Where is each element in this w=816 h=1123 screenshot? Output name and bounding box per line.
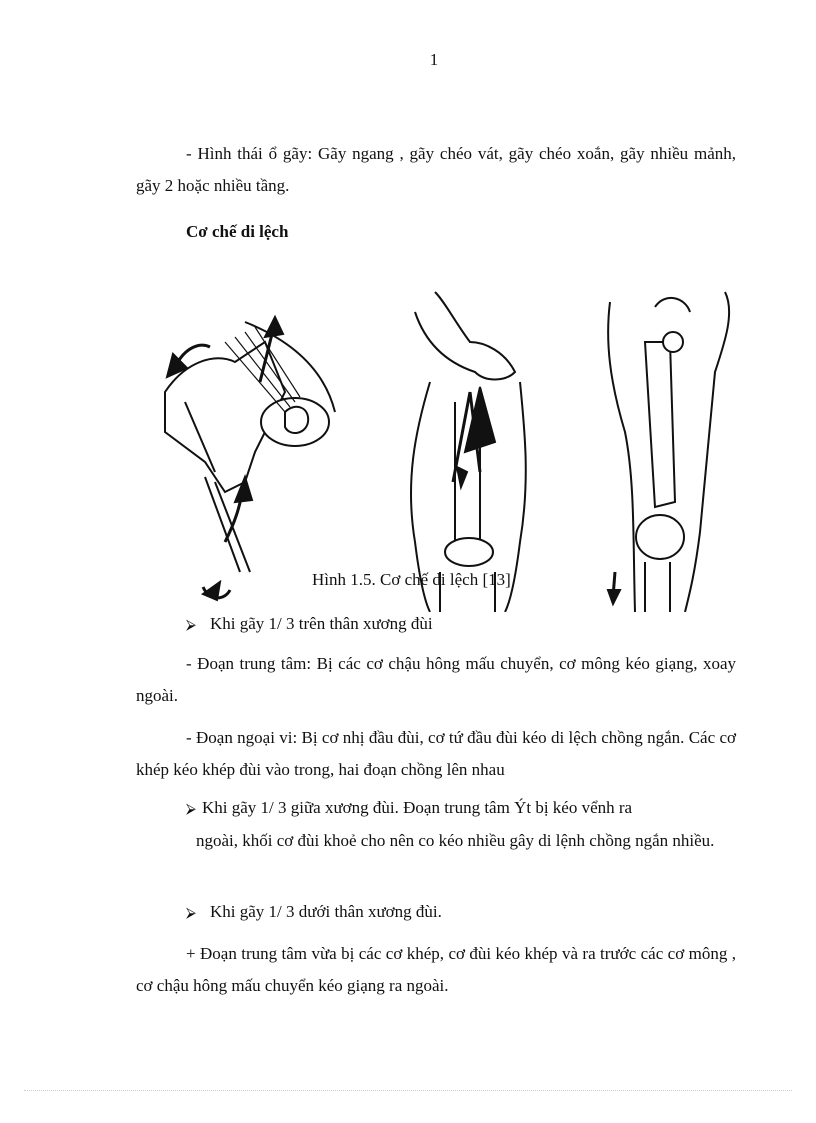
- paragraph-fracture-morphology: - Hình thái ổ gãy: Gãy ngang , gãy chéo vát, gãy chéo xoắn, gãy nhiều mảnh, gãy 2 hoặc nhiều tầng.: [136, 144, 736, 195]
- bullet-lower-third: [186, 897, 442, 928]
- arrow-bullet-icon: ⮚: [186, 617, 196, 633]
- bullet-upper-third: [186, 609, 433, 640]
- bullet-upper-third-text: Khi gãy 1/ 3 trên thân xương đùi: [210, 614, 433, 633]
- bullet-middle-third-continuation: ngoài, khối cơ đùi khoẻ cho nên co kéo nhiều gây di lệnh chồng ngắn nhiều.: [196, 831, 715, 850]
- figure-displacement-mechanism: [125, 282, 745, 612]
- section-heading: Cơ chế di lệch: [186, 222, 289, 241]
- bullet-middle-third: [186, 792, 736, 857]
- figure-panel-middle-third: [411, 292, 526, 612]
- figure-panel-lower-third: [608, 292, 729, 612]
- figure-caption: Hình 1.5. Cơ chế di lệch [13]: [312, 570, 511, 589]
- figure-panel-upper-third: [165, 317, 335, 600]
- paragraph-lower-third-central: + Đoạn trung tâm vừa bị các cơ khép, cơ đùi kéo khép và ra trước các cơ mông , cơ chậu hông mấu chuyển kéo giạng ra ngoài.: [136, 944, 736, 995]
- arrow-bullet-icon: ⮚: [186, 905, 196, 921]
- footer-divider: [24, 1090, 792, 1091]
- paragraph-central-segment: - Đoạn trung tâm: Bị các cơ chậu hông mấu chuyển, cơ mông kéo giạng, xoay ngoài.: [136, 654, 736, 705]
- page-number: 1: [429, 50, 439, 69]
- bullet-lower-third-text: Khi gãy 1/ 3 dưới thân xương đùi.: [210, 902, 442, 921]
- bullet-middle-third-line1: Khi gãy 1/ 3 giữa xương đùi. Đoạn trung tâm Ýt bị kéo vểnh ra: [201, 798, 633, 817]
- arrow-bullet-icon: ⮚: [186, 801, 196, 817]
- paragraph-peripheral-segment: - Đoạn ngoại vi: Bị cơ nhị đầu đùi, cơ tứ đầu đùi kéo di lệch chồng ngắn. Các cơ khép kéo khép đùi vào trong, hai đoạn chồng lên nhau: [136, 728, 736, 779]
